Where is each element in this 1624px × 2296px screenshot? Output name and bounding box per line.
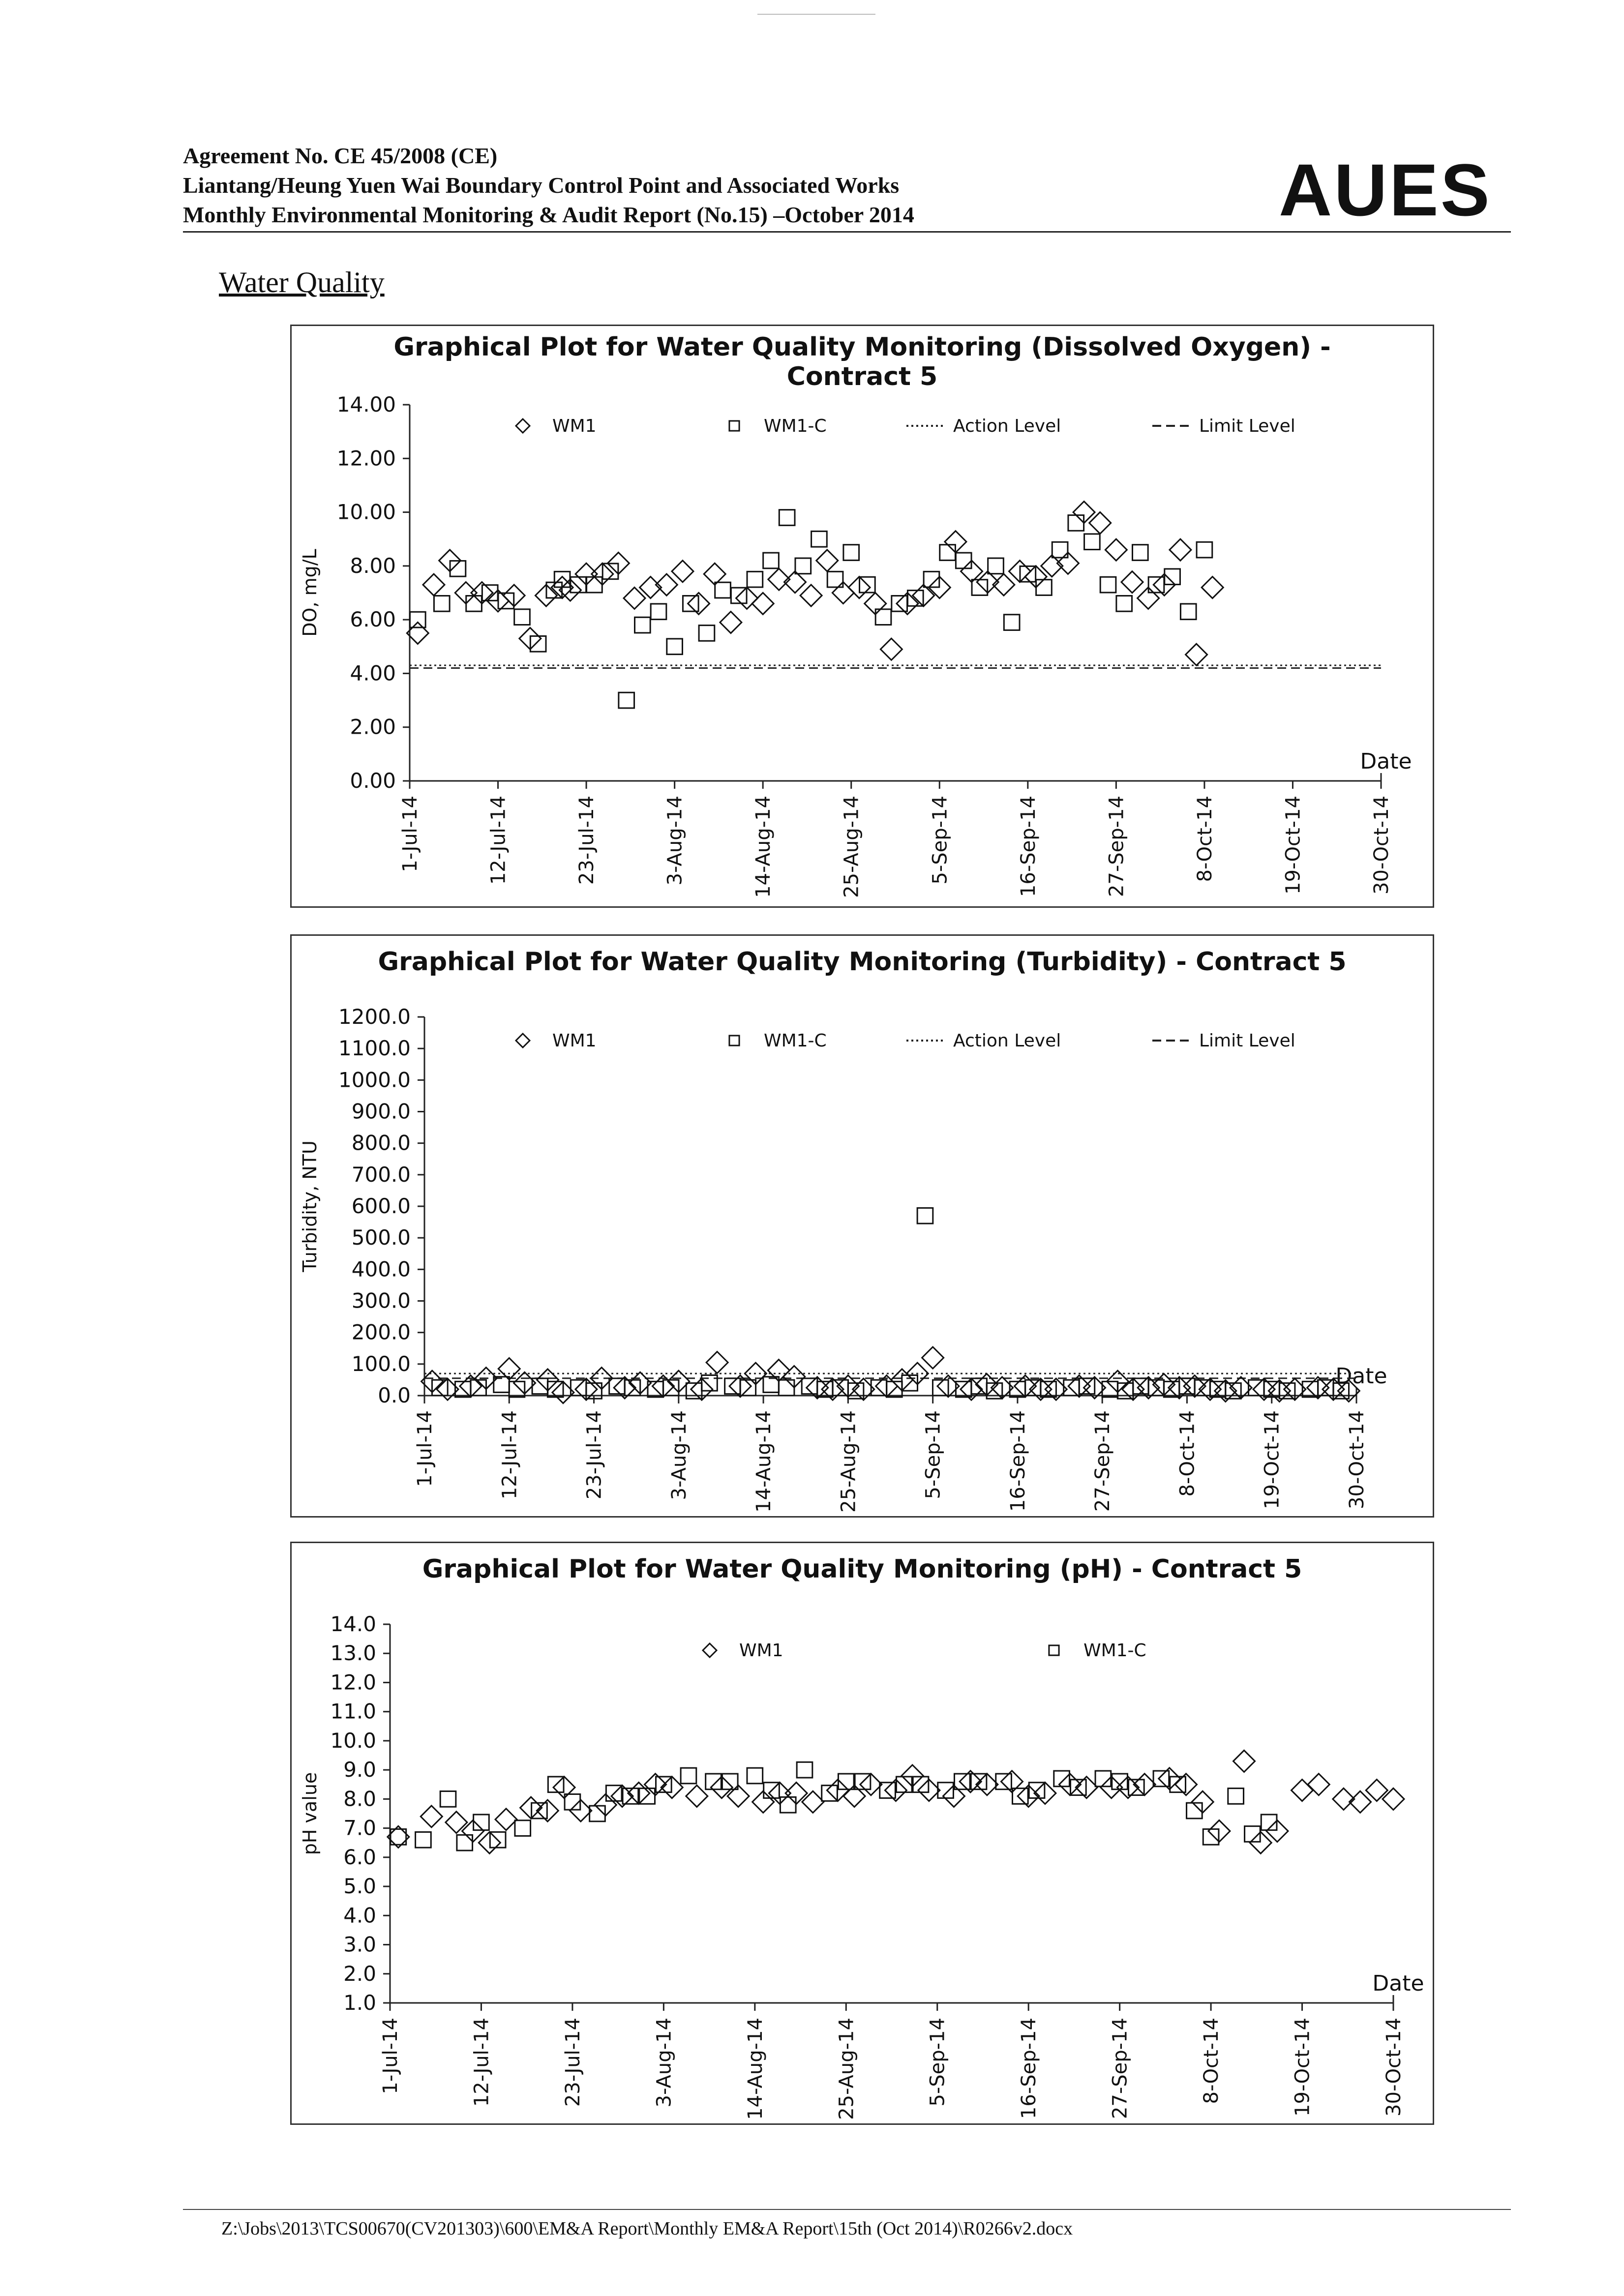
legend-label: Limit Level: [1199, 416, 1295, 436]
wm1-point: [1350, 1791, 1371, 1813]
wm1-c-point: [1132, 545, 1148, 561]
x-tick-label: 8-Oct-14: [1193, 796, 1216, 882]
legend-label: WM1-C: [1083, 1640, 1146, 1661]
wm1-c-point: [619, 692, 634, 708]
x-axis-label: Date: [1335, 1364, 1387, 1389]
wm1-point: [706, 1352, 728, 1373]
x-tick-label: 23-Jul-14: [583, 1410, 606, 1500]
y-tick-label: 600.0: [351, 1194, 411, 1218]
x-tick-label: 3-Aug-14: [653, 2018, 676, 2108]
y-tick-label: 12.00: [336, 446, 396, 471]
y-tick-label: 13.0: [330, 1641, 376, 1666]
header-project: Liantang/Heung Yuen Wai Boundary Control Point and Associated Works: [183, 173, 900, 198]
wm1-c-point: [667, 639, 683, 655]
header-report: Monthly Environmental Monitoring & Audit Report (No.15) –October 2014: [183, 202, 914, 227]
y-tick-label: 700.0: [351, 1162, 411, 1187]
y-tick-label: 9.0: [343, 1758, 376, 1782]
x-tick-label: 30-Oct-14: [1383, 2018, 1405, 2117]
wm1-c-point: [587, 577, 602, 593]
wm1-c-point: [681, 1768, 696, 1784]
wm1-point: [495, 1809, 517, 1830]
x-tick-label: 14-Aug-14: [752, 1410, 776, 1513]
wm1-c-point: [1203, 1829, 1219, 1845]
wm1-point: [800, 585, 822, 606]
x-tick-label: 27-Sep-14: [1105, 796, 1128, 897]
legend-label: Action Level: [953, 1031, 1061, 1051]
y-tick-label: 1100.0: [338, 1036, 411, 1061]
legend-label: WM1: [552, 416, 597, 436]
legend-marker: [703, 1643, 717, 1657]
legend-label: WM1-C: [764, 1031, 827, 1051]
wm1-c-point: [571, 577, 586, 593]
wm1-c-point: [843, 545, 859, 561]
wm1-point: [672, 561, 693, 582]
wm1-c-point: [1100, 577, 1116, 593]
wm1-c-point: [532, 1378, 548, 1394]
y-tick-label: 5.0: [343, 1874, 376, 1899]
x-tick-label: 5-Sep-14: [922, 1410, 945, 1499]
scan-mark: [757, 14, 875, 15]
x-tick-label: 23-Jul-14: [575, 796, 599, 885]
x-tick-label: 3-Aug-14: [663, 796, 687, 886]
wm1-c-point: [498, 593, 514, 609]
y-axis-label: DO, mg/L: [299, 549, 321, 637]
legend-marker: [516, 1034, 530, 1047]
y-tick-label: 1.0: [343, 1991, 376, 2015]
legend-marker: [729, 1036, 739, 1045]
wm1-point: [922, 1347, 944, 1369]
x-tick-label: 19-Oct-14: [1261, 1410, 1284, 1509]
wm1-c-point: [715, 582, 731, 598]
y-tick-label: 8.0: [343, 1787, 376, 1811]
legend-marker: [729, 421, 739, 431]
y-axis-label: Turbidity, NTU: [299, 1140, 321, 1272]
wm1-c-point: [780, 1797, 796, 1813]
y-tick-label: 100.0: [351, 1351, 411, 1376]
wm1-c-point: [515, 1820, 531, 1836]
x-tick-label: 1-Jul-14: [414, 1410, 436, 1487]
y-tick-label: 4.00: [350, 661, 396, 686]
x-tick-label: 23-Jul-14: [561, 2018, 584, 2107]
y-tick-label: 8.00: [350, 553, 396, 578]
chart-svg-ph: [292, 1543, 1433, 2123]
header-agreement: Agreement No. CE 45/2008 (CE): [183, 143, 498, 168]
wm1-c-point: [440, 1791, 456, 1807]
chart-title: Graphical Plot for Water Quality Monitoring (Turbidity) - Contract 5: [378, 947, 1347, 977]
wm1-c-point: [509, 1381, 525, 1397]
y-tick-label: 10.00: [336, 500, 396, 524]
section-title: Water Quality: [219, 266, 385, 298]
wm1-c-point: [706, 1774, 722, 1789]
aues-logo: AUES: [1279, 149, 1492, 231]
x-tick-label: 12-Jul-14: [498, 1410, 521, 1500]
y-tick-label: 900.0: [351, 1099, 411, 1124]
wm1-c-point: [988, 558, 1004, 574]
wm1-c-point: [457, 1835, 473, 1850]
wm1-c-point: [1180, 604, 1196, 620]
x-tick-label: 19-Oct-14: [1291, 2018, 1314, 2117]
y-tick-label: 0.0: [378, 1383, 411, 1407]
x-tick-label: 16-Sep-14: [1006, 1410, 1029, 1512]
wm1-point: [1121, 571, 1143, 593]
wm1-point: [720, 612, 742, 633]
chart-svg-turbidity: [292, 936, 1433, 1516]
series-wm1: [421, 1347, 1360, 1403]
y-tick-label: 12.0: [330, 1670, 376, 1695]
legend-label: Limit Level: [1199, 1031, 1295, 1051]
wm1-point: [704, 563, 725, 585]
y-tick-label: 11.0: [330, 1699, 376, 1724]
wm1-c-point: [917, 1208, 933, 1223]
wm1-c-point: [956, 553, 971, 568]
chart-title-line-2: Contract 5: [786, 362, 938, 391]
wm1-c-point: [797, 1762, 812, 1778]
wm1-c-point: [795, 558, 811, 574]
chart-svg-do: [292, 326, 1433, 906]
x-tick-label: 14-Aug-14: [744, 2018, 767, 2120]
x-tick-label: 12-Jul-14: [470, 2018, 493, 2107]
wm1-point: [1105, 539, 1127, 561]
y-tick-label: 6.0: [343, 1845, 376, 1869]
wm1-c-point: [514, 609, 530, 625]
wm1-point: [423, 574, 445, 596]
chart-ph: [290, 1542, 1434, 2125]
x-tick-label: 16-Sep-14: [1017, 796, 1040, 897]
series-wm1-c: [410, 510, 1212, 708]
y-tick-label: 200.0: [351, 1320, 411, 1344]
wm1-c-point: [956, 1381, 971, 1397]
wm1-c-point: [725, 1378, 741, 1394]
footer-path: Z:\Jobs\2013\TCS00670(CV201303)\600\EM&A Report\Monthly EM&A Report\15th (Oct 2014)\R0266v2.docx: [221, 2218, 1073, 2239]
wm1-c-point: [747, 571, 763, 587]
wm1-c-point: [1228, 1789, 1244, 1804]
x-tick-label: 12-Jul-14: [487, 796, 510, 885]
wm1-point: [1333, 1788, 1354, 1810]
wm1-c-point: [466, 596, 482, 612]
series-wm1: [388, 1750, 1404, 1853]
wm1-c-point: [996, 1774, 1012, 1789]
header-rule: [183, 231, 1511, 233]
wm1-c-point: [625, 1380, 640, 1396]
wm1-c-point: [699, 626, 715, 641]
wm1-c-point: [812, 531, 827, 547]
wm1-c-point: [410, 612, 425, 627]
y-tick-label: 3.0: [343, 1932, 376, 1957]
x-tick-label: 19-Oct-14: [1282, 796, 1305, 895]
legend-label: WM1: [739, 1640, 783, 1661]
x-tick-label: 30-Oct-14: [1346, 1410, 1368, 1509]
x-tick-label: 25-Aug-14: [835, 2018, 858, 2120]
wm1-c-point: [940, 545, 956, 561]
x-tick-label: 14-Aug-14: [752, 796, 775, 898]
footer-rule: [183, 2209, 1511, 2210]
wm1-c-point: [651, 604, 666, 620]
legend-label: Action Level: [953, 416, 1061, 436]
y-tick-label: 7.0: [343, 1816, 376, 1840]
x-tick-label: 8-Oct-14: [1176, 1410, 1199, 1497]
wm1-point: [1186, 644, 1207, 665]
wm1-c-point: [434, 596, 450, 612]
wm1-c-point: [635, 617, 651, 633]
x-tick-label: 1-Jul-14: [379, 2018, 402, 2094]
wm1-c-point: [683, 596, 698, 612]
y-tick-label: 2.0: [343, 1961, 376, 1986]
wm1-c-point: [954, 1774, 970, 1789]
wm1-c-point: [779, 1380, 794, 1396]
y-tick-label: 400.0: [351, 1257, 411, 1282]
wm1-c-point: [1116, 596, 1132, 612]
y-tick-label: 300.0: [351, 1288, 411, 1313]
legend-label: WM1-C: [764, 416, 827, 436]
legend-label: WM1: [552, 1031, 597, 1051]
y-tick-label: 500.0: [351, 1225, 411, 1250]
wm1-c-point: [1041, 1381, 1056, 1397]
y-tick-label: 2.00: [350, 715, 396, 739]
y-tick-label: 10.0: [330, 1728, 376, 1753]
wm1-c-point: [779, 510, 795, 526]
x-tick-label: 3-Aug-14: [667, 1410, 691, 1500]
x-axis-label: Date: [1372, 1971, 1424, 1996]
x-tick-label: 25-Aug-14: [837, 1410, 860, 1513]
series-wm1-c: [432, 1208, 1349, 1399]
legend-marker: [516, 419, 530, 433]
wm1-c-point: [892, 596, 907, 612]
x-tick-label: 25-Aug-14: [840, 796, 863, 898]
y-tick-label: 800.0: [351, 1131, 411, 1155]
wm1-c-point: [1112, 1774, 1128, 1789]
wm1-point: [421, 1806, 442, 1827]
wm1-point: [880, 638, 902, 660]
chart-title-line-1: Graphical Plot for Water Quality Monitoring (Dissolved Oxygen) -: [393, 332, 1331, 362]
wm1-c-point: [1197, 542, 1212, 558]
wm1-point: [686, 1785, 708, 1807]
y-tick-label: 14.0: [330, 1612, 376, 1636]
y-tick-label: 1000.0: [338, 1068, 411, 1092]
wm1-c-point: [722, 1774, 738, 1789]
wm1-point: [1233, 1750, 1255, 1772]
wm1-c-point: [1170, 1777, 1186, 1792]
wm1-c-point: [747, 1768, 763, 1784]
chart-turbidity: [290, 934, 1434, 1518]
wm1-point: [1170, 539, 1191, 561]
y-tick-label: 4.0: [343, 1903, 376, 1928]
x-axis-label: Date: [1360, 749, 1412, 774]
wm1-c-point: [763, 553, 779, 568]
wm1-c-point: [1004, 615, 1020, 630]
wm1-c-point: [1054, 1771, 1070, 1787]
wm1-c-point: [1036, 580, 1052, 596]
wm1-c-point: [416, 1832, 431, 1848]
x-tick-label: 16-Sep-14: [1018, 2018, 1041, 2119]
x-tick-label: 5-Sep-14: [926, 2018, 949, 2107]
wm1-c-point: [1068, 515, 1084, 531]
wm1-point: [816, 550, 838, 571]
x-tick-label: 1-Jul-14: [399, 796, 421, 872]
wm1-point: [1202, 577, 1223, 598]
legend-marker: [1049, 1645, 1059, 1655]
y-tick-label: 1200.0: [338, 1005, 411, 1029]
wm1-c-point: [530, 636, 546, 652]
wm1-c-point: [972, 580, 988, 596]
chart-title: Graphical Plot for Water Quality Monitoring (pH) - Contract 5: [422, 1554, 1302, 1584]
x-tick-label: 30-Oct-14: [1370, 796, 1393, 895]
chart-dissolved-oxygen: [290, 325, 1434, 908]
wm1-c-point: [1084, 534, 1100, 550]
x-tick-label: 8-Oct-14: [1200, 2018, 1223, 2104]
y-tick-label: 14.00: [336, 392, 396, 417]
x-tick-label: 5-Sep-14: [929, 796, 952, 885]
x-tick-label: 27-Sep-14: [1091, 1410, 1114, 1512]
x-tick-label: 27-Sep-14: [1109, 2018, 1132, 2119]
y-tick-label: 6.00: [350, 607, 396, 632]
wm1-c-point: [1012, 1789, 1028, 1804]
y-axis-label: pH value: [299, 1772, 321, 1855]
y-tick-label: 0.00: [350, 769, 396, 793]
